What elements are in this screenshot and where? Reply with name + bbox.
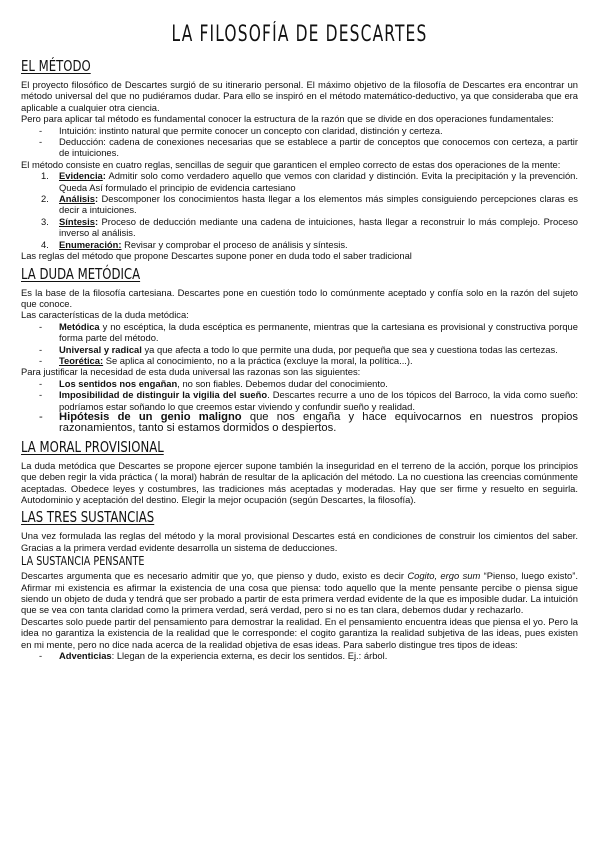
list-item: - Hipótesis de un genio maligno que nos engaña y hace equivocarnos en nuestros propios razonamientos, tanto si estamos dormidos o despiertos.	[59, 412, 578, 435]
list-item: - Metódica y no escéptica, la duda escéptica es permanente, mientras que la cartesiana es provisional y constructiva porque forma parte del método.	[59, 321, 578, 344]
list-item-text: Revisar y comprobar el proceso de análisis y síntesis.	[121, 238, 348, 250]
list-item: - Intuición: instinto natural que permite conocer un concepto con claridad, distinción y certeza.	[59, 125, 578, 136]
list-item: Síntesis: Proceso de deducción mediante una cadena de intuiciones, hasta llegar a reconstruir lo más complejo. Proceso inverso al análisis.	[59, 215, 578, 239]
latin-phrase: Cogito, ergo sum	[407, 570, 481, 582]
list-item: - Imposibilidad de distinguir la vigilia del sueño. Descartes recurre a uno de los tópicos del Barroco, la vida como sueño: podríamos estar soñando lo que creemos estar viviendo y confundir sueño y realidad.	[59, 389, 578, 412]
term: Análisis	[59, 193, 95, 205]
subheading-sustancia-pensante: LA SUSTANCIA PENSANTE	[21, 554, 145, 569]
section-moral	[21, 435, 578, 506]
list-item: Evidencia: Admitir solo como verdadero aquello que vemos con claridad y distinción. Evita la precipitación y la prevención. Queda Así formulado el principio de evidencia cartesiano	[59, 170, 578, 193]
section-sustancias	[21, 505, 578, 661]
list-item: - Deducción: cadena de conexiones necesarias que se establece a partir de conceptos que conocemos con certeza, a partir de intuiciones.	[59, 136, 578, 159]
list-item: Análisis: Descomponer los conocimientos hasta llegar a los elementos más simples consiguiendo percepciones claras es decir a intuiciones.	[59, 193, 578, 216]
list-item: - Teorética: Se aplica al conocimiento, no a la práctica (excluye la moral, la política...).	[59, 355, 578, 366]
heading-moral: LA MORAL PROVISIONAL	[21, 437, 164, 456]
list-item: - Los sentidos nos engañan, no son fiables. Debemos dudar del conocimiento.	[59, 378, 578, 389]
ideas-list	[21, 650, 578, 661]
rules-list	[21, 170, 578, 250]
heading-sustancias: LAS TRES SUSTANCIAS	[21, 508, 155, 527]
paragraph: Las características de la duda metódica:	[21, 309, 189, 321]
heading-metodo: EL MÉTODO	[21, 57, 91, 75]
term: Enumeración:	[59, 238, 122, 250]
paragraph: Pero para aplicar tal método es fundamental conocer la estructura de la razón que se divide en dos operaciones fundamentales:	[21, 113, 554, 125]
heading-duda: LA DUDA METÓDICA	[21, 264, 141, 283]
paragraph: Es la base de la filosofía cartesiana. Descartes pone en cuestión todo lo comúnmente aceptado y confía solo en la razón del sujeto que conoce.	[21, 286, 578, 309]
list-item: - Adventicias: Llegan de la experiencia externa, es decir los sentidos. Ej.: árbol.	[59, 650, 578, 661]
term: Teorética:	[59, 354, 104, 366]
document-page	[21, 20, 578, 661]
term: Imposibilidad de distinguir la vigilia del sueño	[59, 389, 268, 401]
list-item-text: Proceso de deducción mediante una cadena de intuiciones, hasta llegar a reconstruir lo más complejo. Proceso inverso al análisis.	[59, 215, 578, 239]
paragraph: Para justificar la necesidad de esta duda universal las razonas son las siguientes:	[21, 366, 361, 378]
characteristics-list	[21, 321, 578, 367]
term: Universal y radical	[59, 343, 142, 355]
section-duda	[21, 262, 578, 435]
list-item	[59, 239, 578, 250]
paragraph: Descartes argumenta que es necesario admitir que yo, que pienso y dudo, existo es decir Cogito, ergo sum “Pienso, luego existo”. Afirmar mi existencia es afirmar la existencia de una cosa que piensa: todo aquello que la mente pensante percibe o piensa sigue siendo un objeto de duda y tendrá que ser probado a partir de esta primera verdad evidente de la que es imposible dudar. La intuición que se vea con tanta claridad como la primera verdad, será verdad, pero si no es tan clara, debemos dudar y rechazarlo.	[21, 570, 578, 616]
term: Evidencia	[59, 170, 103, 182]
reasons-list	[21, 378, 578, 435]
paragraph: El método consiste en cuatro reglas, sencillas de seguir que garanticen el empleo correcto de estas dos operaciones de la mente:	[21, 158, 561, 170]
list-item: - Universal y radical ya que afecta a todo lo que permite una duda, por pequeña que sea y cuestiona todas las certezas.	[59, 344, 578, 355]
list-item-text: Admitir solo como verdadero aquello que vemos con claridad y distinción. Evita la precipitación y la prevención. Queda Así formulado el principio de evidencia cartesiano	[59, 170, 578, 193]
list-item-text: Descomponer los conocimientos hasta llegar a los elementos más simples consiguiendo percepciones claras es decir a intuiciones.	[59, 193, 578, 216]
term: Metódica	[59, 320, 100, 332]
paragraph: La duda metódica que Descartes se propone ejercer supone también la inseguridad en el terreno de la acción, porque los principios que deben regir la vida práctica ( la moral) habrán de resultar de la aplicación del método. La no cuestiona las creencias comúnmente aceptadas. Obedece leyes y costumbres, las tradiciones más aceptadas y moderadas. Hay que ser firme y resuelto en seguirla. Autodominio y aceptación del destino. Elegir la mejor ocupación (según Descartes, la filosofía).	[21, 459, 578, 505]
paragraph: El proyecto filosófico de Descartes surgió de su itinerario personal. El máximo objetivo de la filosofía de Descartes era encontrar un método universal del que no pudiéramos dudar. Para ello se inspiró en el método matemático-deductivo, ya que consideraba que era aplicable a cualquier otra ciencia.	[21, 79, 578, 113]
operations-list	[21, 125, 578, 159]
term: Adventicias	[59, 650, 112, 662]
page-title: LA FILOSOFÍA DE DESCARTES	[171, 22, 428, 47]
term: Síntesis	[59, 215, 95, 227]
term: Hipótesis de un genio maligno	[59, 410, 242, 423]
paragraph: Las reglas del método que propone Descartes supone poner en duda todo el saber tradicional	[21, 250, 412, 262]
paragraph: Una vez formulada las reglas del método y la moral provisional Descartes está en condiciones de construir los cimientos del saber. Gracias a la primera verdad evidente desarrolla un sistema de deducciones.	[21, 530, 578, 553]
paragraph: Descartes solo puede partir del pensamiento para demostrar la realidad. En el pensamiento encuentra ideas que piensa el yo. Pero la idea no garantiza la existencia de la realidad que le corresponde: el cogito garantiza la realidad subjetiva de las ideas, pues existen en mi mente, pero no dice nada acerca de la realidad objetiva de esas ideas. Para saberlo distingue tres tipos de ideas:	[21, 615, 578, 650]
term: Los sentidos nos engañan	[59, 377, 178, 389]
section-metodo	[21, 54, 578, 262]
